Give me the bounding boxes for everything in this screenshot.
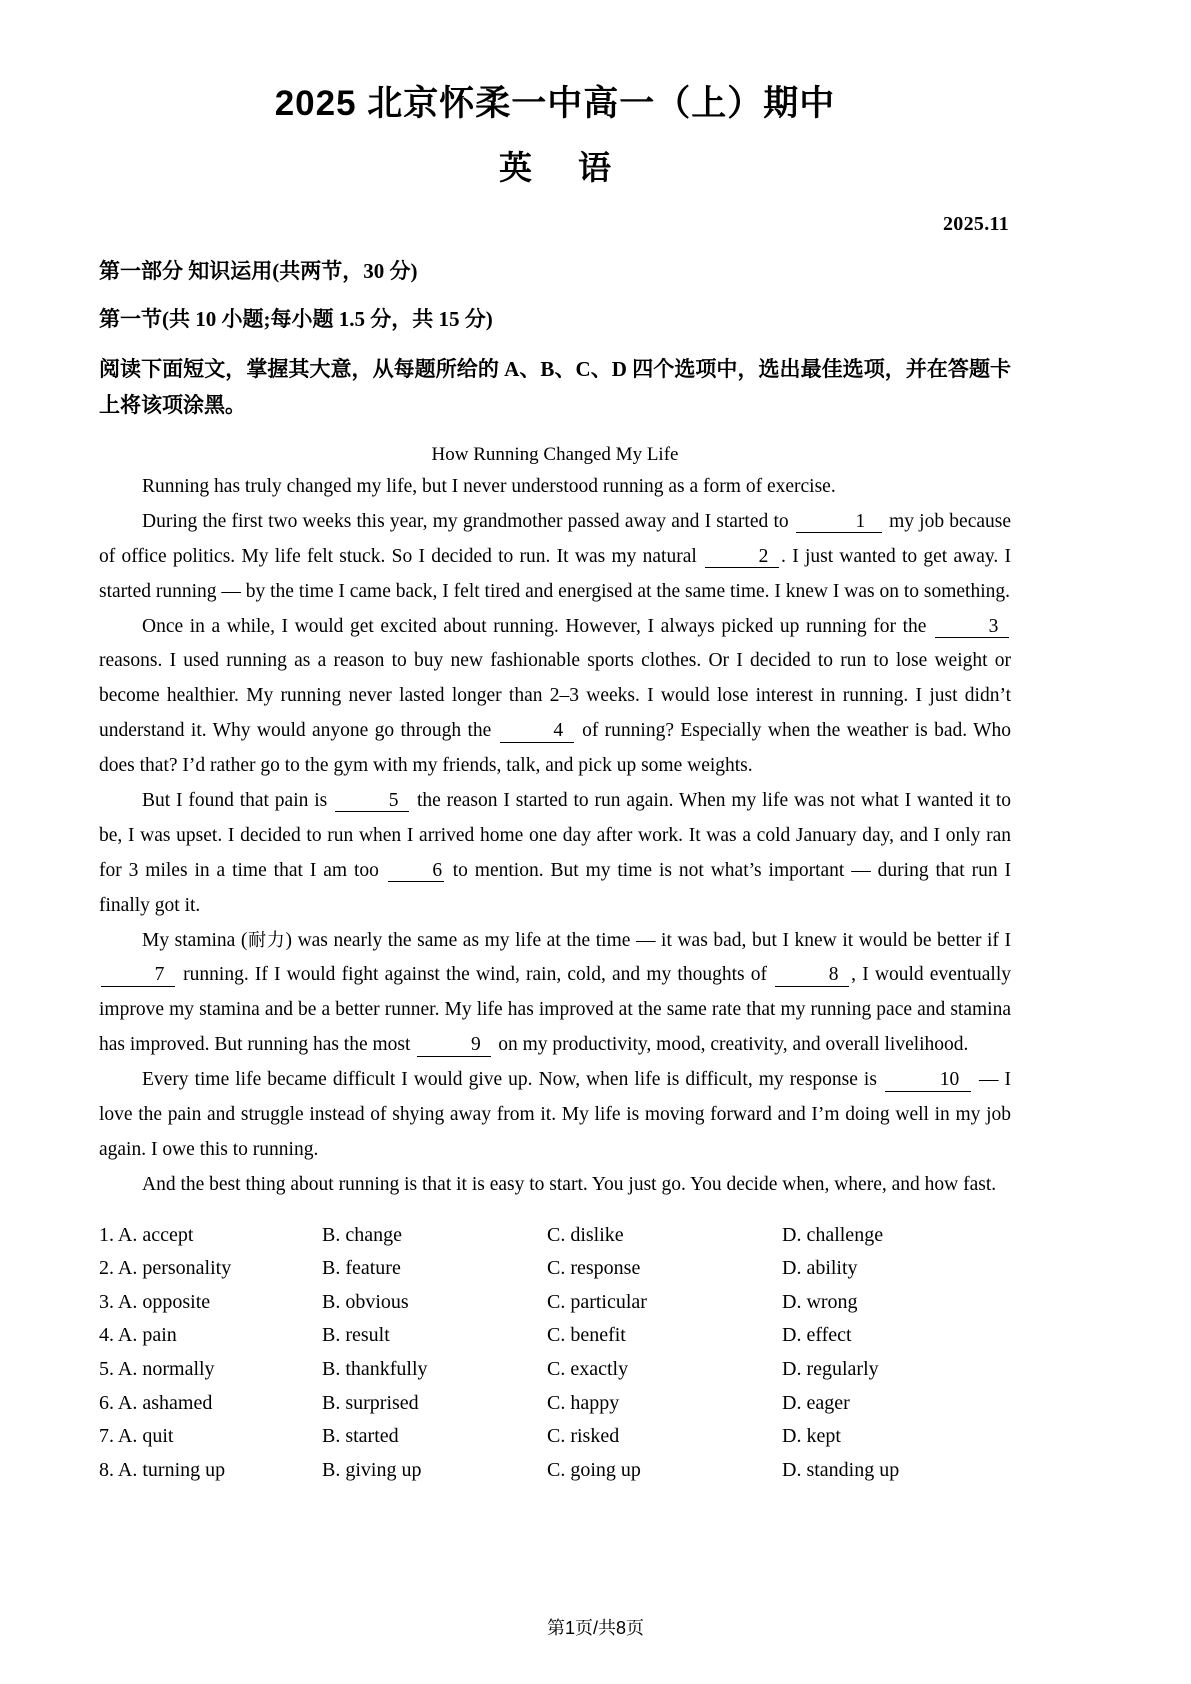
option-label: A. opposite (117, 1290, 211, 1313)
part-one-heading: 第一部分 知识运用(共两节，30 分) (99, 259, 418, 284)
options-row (99, 1387, 1011, 1421)
option-b[interactable]: B. change (322, 1223, 402, 1246)
option-a[interactable] (99, 1353, 322, 1387)
option-number: 4. (99, 1324, 114, 1347)
option-c[interactable]: C. particular (547, 1290, 647, 1313)
paragraph-text: My stamina ( (142, 929, 248, 951)
option-a[interactable] (99, 1420, 322, 1454)
option-b[interactable]: B. thankfully (322, 1358, 428, 1381)
blank-2: 2 (705, 547, 779, 568)
option-c[interactable]: C. happy (547, 1391, 620, 1414)
page-title: 2025 北京怀柔一中高一（上）期中 (274, 84, 836, 123)
option-number: 6. (99, 1391, 114, 1414)
passage-paragraph-3 (99, 610, 1011, 784)
passage-paragraph-4 (99, 784, 1011, 924)
page-content (99, 0, 1011, 1487)
section-one-heading: 第一节(共 10 小题;每小题 1.5 分，共 15 分) (99, 306, 493, 331)
options-row (99, 1252, 1011, 1286)
paragraph-text: ) was nearly the same as my life at the time — it was bad, but I knew it would be better if I (285, 929, 1011, 951)
page-footer: 第1页/共8页 (546, 1618, 645, 1638)
passage-paragraph-2 (99, 505, 1011, 610)
passage-paragraph-5 (99, 924, 1011, 1064)
paragraph-text: Every time life became difficult I would give up. Now, when life is difficult, my response is (142, 1069, 877, 1091)
option-label: A. ashamed (117, 1391, 213, 1414)
paragraph-text: on my productivity, mood, creativity, and overall livelihood. (498, 1034, 969, 1056)
option-a[interactable] (99, 1219, 322, 1253)
option-label: A. normally (117, 1358, 215, 1381)
option-b[interactable]: B. started (322, 1425, 399, 1448)
paragraph-text: to mention. But my time is not what’s important — during that run I finally got it. (99, 859, 1012, 916)
option-number: 5. (99, 1358, 114, 1381)
option-d[interactable]: D. eager (782, 1391, 850, 1414)
option-b[interactable]: B. feature (322, 1257, 401, 1280)
options-row (99, 1319, 1011, 1353)
blank-1: 1 (796, 512, 882, 533)
paragraph-text: . I just wanted to get away. I started running — by the time I came back, I felt tired and energised at the same time. I knew I was on to something. (99, 545, 1011, 602)
option-d[interactable]: D. wrong (782, 1290, 858, 1313)
option-number: 8. (99, 1458, 114, 1481)
paragraph-text: — I love the pain and struggle instead of shying away from it. My life is moving forward and I’m doing well in my job again. I owe this to running. (99, 1069, 1012, 1160)
option-a[interactable] (99, 1319, 322, 1353)
option-c[interactable]: C. risked (547, 1425, 620, 1448)
option-c[interactable]: C. dislike (547, 1223, 624, 1246)
option-a[interactable] (99, 1454, 322, 1488)
option-label: A. quit (117, 1425, 174, 1448)
passage-paragraph-7 (99, 1168, 1011, 1203)
blank-9: 9 (417, 1035, 491, 1056)
option-label: A. turning up (117, 1458, 226, 1481)
option-b[interactable]: B. result (322, 1324, 390, 1347)
blank-10: 10 (885, 1070, 971, 1091)
blank-7: 7 (101, 965, 175, 986)
paragraph-text: the reason I started to run again. When my life was not what I wanted it to be, I was upset. I decided to run when I arrived home one day after work. It was a cold January day, and I only ran for 3 miles in a time that I am too (99, 789, 1012, 881)
option-label: A. pain (117, 1324, 177, 1347)
option-a[interactable] (99, 1387, 322, 1421)
paragraph-text: And the best thing about running is that it is easy to start. You just go. You decide when, where, and how fast. (142, 1173, 997, 1195)
option-d[interactable]: D. challenge (782, 1223, 884, 1246)
paragraph-text: But I found that pain is (142, 789, 328, 811)
option-label: A. accept (117, 1223, 194, 1246)
subject-char-right: 语 (578, 148, 611, 186)
blank-5: 5 (335, 791, 409, 812)
option-d[interactable]: D. effect (782, 1324, 852, 1347)
option-c[interactable]: C. benefit (547, 1324, 626, 1347)
option-d[interactable]: D. kept (782, 1425, 841, 1448)
option-c[interactable]: C. going up (547, 1458, 641, 1481)
option-d[interactable]: D. standing up (782, 1458, 900, 1481)
option-c[interactable]: C. response (547, 1257, 641, 1280)
option-d[interactable]: D. ability (782, 1257, 858, 1280)
subject-char-left: 英 (499, 148, 532, 186)
options-row (99, 1454, 1011, 1488)
paragraph-text: During the first two weeks this year, my grandmother passed away and I started to (142, 510, 789, 532)
option-number: 2. (99, 1257, 114, 1280)
options-row (99, 1286, 1011, 1320)
blank-8: 8 (775, 965, 849, 986)
exam-date: 2025.11 (943, 213, 1009, 236)
paragraph-text: , I would eventually improve my stamina and be a better runner. My life has improved at the same rate that my running pace and stamina has improved. But running has the most (99, 964, 1012, 1056)
option-number: 3. (99, 1290, 114, 1313)
paragraph-text: running. If I would fight against the wind, rain, cold, and my thoughts of (183, 964, 767, 986)
paragraph-text: my job because of office politics. My life felt stuck. So I decided to run. It was my natural (99, 510, 1012, 567)
option-label: A. personality (117, 1257, 232, 1280)
passage-paragraph-6 (99, 1063, 1011, 1168)
option-a[interactable] (99, 1252, 322, 1286)
option-number: 7. (99, 1425, 114, 1448)
options-list (99, 1219, 1011, 1488)
option-b[interactable]: B. surprised (322, 1391, 419, 1414)
option-c[interactable]: C. exactly (547, 1358, 629, 1381)
option-d[interactable]: D. regularly (782, 1358, 879, 1381)
paragraph-text: Once in a while, I would get excited about running. However, I always picked up running for the (142, 615, 927, 637)
options-row (99, 1219, 1011, 1253)
options-row (99, 1420, 1011, 1454)
option-b[interactable]: B. giving up (322, 1458, 422, 1481)
option-number: 1. (99, 1223, 114, 1246)
paragraph-text: of running? Especially when the weather is bad. Who does that? I’d rather go to the gym with my friends, talk, and pick up some weights. (99, 720, 1012, 777)
subject-title (99, 148, 1011, 188)
paragraph-text: reasons. I used running as a reason to buy new fashionable sports clothes. Or I decided to run to lose weight or become healthier. My running never lasted longer than 2–3 weeks. I would lose interest in running. I just didn’t understand it. Why would anyone go through the (99, 650, 1011, 742)
blank-3: 3 (935, 617, 1009, 638)
option-b[interactable]: B. obvious (322, 1290, 409, 1313)
chinese-gloss: 耐力 (247, 929, 286, 950)
blank-4: 4 (500, 721, 574, 742)
blank-6: 6 (388, 861, 444, 882)
paragraph-text: Running has truly changed my life, but I never understood running as a form of exercise. (142, 475, 836, 497)
passage-title: How Running Changed My Life (431, 444, 679, 466)
option-a[interactable] (99, 1286, 322, 1320)
passage-paragraph-1 (99, 470, 1011, 505)
section-instruction: 阅读下面短文，掌握其大意，从每题所给的 A、B、C、D 四个选项中，选出最佳选项，并在答题卡上将该项涂黑。 (99, 357, 1011, 418)
options-row (99, 1353, 1011, 1387)
